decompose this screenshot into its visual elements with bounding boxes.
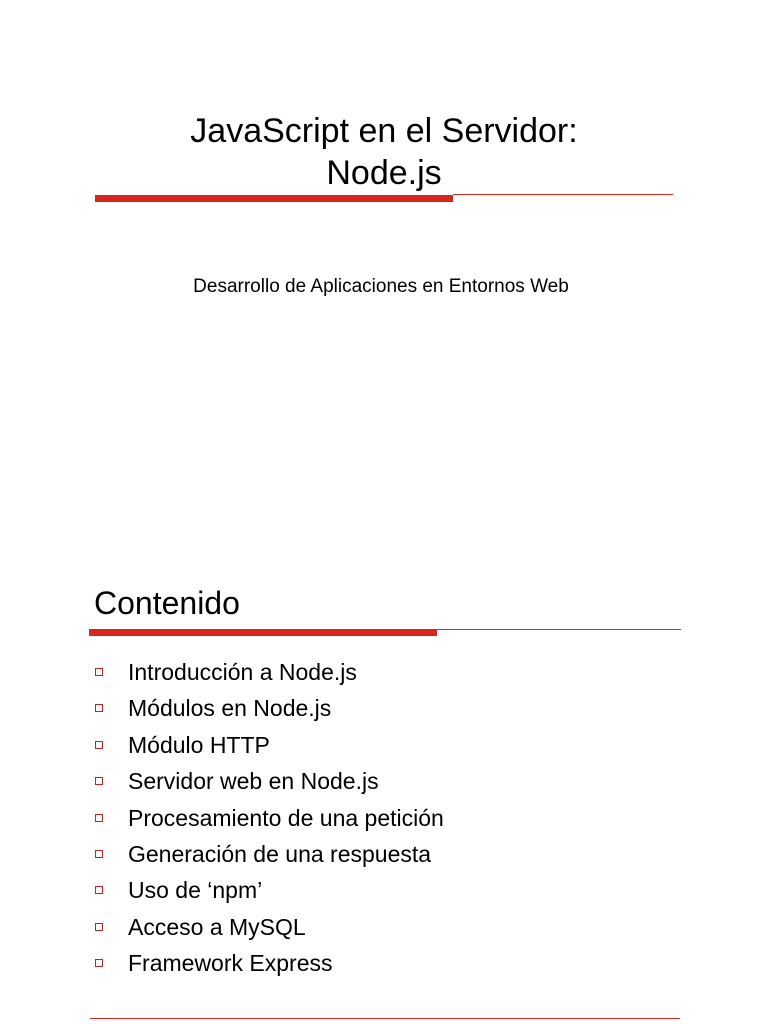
bullet-square-icon <box>95 741 103 749</box>
bullet-square-icon <box>95 923 103 931</box>
title-underline-thick <box>95 195 453 202</box>
title-underline-thin <box>453 194 673 195</box>
slide-title-line-2: Node.js <box>326 154 442 192</box>
list-item <box>94 909 444 945</box>
list-item <box>94 800 444 836</box>
slide-subtitle: Desarrollo de Aplicaciones en Entornos Web <box>193 276 569 297</box>
list-item-label: Uso de ‘npm’ <box>128 877 263 904</box>
list-item <box>94 763 444 799</box>
bullet-square-icon <box>95 814 103 822</box>
slide-title-line-1: JavaScript en el Servidor: <box>190 112 578 150</box>
section-title: Contenido <box>94 585 240 621</box>
list-item-label: Módulo HTTP <box>128 731 270 758</box>
list-item <box>94 872 444 908</box>
bullet-square-icon <box>95 886 103 894</box>
list-item-label: Introducción a Node.js <box>128 659 357 685</box>
list-item-label: Procesamiento de una petición <box>128 804 444 831</box>
section-underline-thin <box>437 629 681 630</box>
bullet-square-icon <box>95 850 103 858</box>
bullet-square-icon <box>95 704 103 712</box>
section-underline-thick <box>89 629 437 636</box>
list-item <box>94 945 444 981</box>
list-item-label: Framework Express <box>128 950 333 977</box>
bullet-square-icon <box>95 668 103 676</box>
list-item <box>94 690 444 726</box>
list-item-label: Módulos en Node.js <box>128 695 332 722</box>
contents-list <box>94 654 444 982</box>
list-item <box>94 836 444 872</box>
list-item-label: Generación de una respuesta <box>128 840 432 867</box>
bullet-square-icon <box>95 959 103 967</box>
list-item-label: Servidor web en Node.js <box>128 768 379 795</box>
list-item <box>94 654 444 690</box>
list-item-label: Acceso a MySQL <box>128 913 306 940</box>
slide-title <box>0 110 768 194</box>
page-divider <box>90 1018 680 1019</box>
list-item <box>94 727 444 763</box>
bullet-square-icon <box>95 777 103 785</box>
